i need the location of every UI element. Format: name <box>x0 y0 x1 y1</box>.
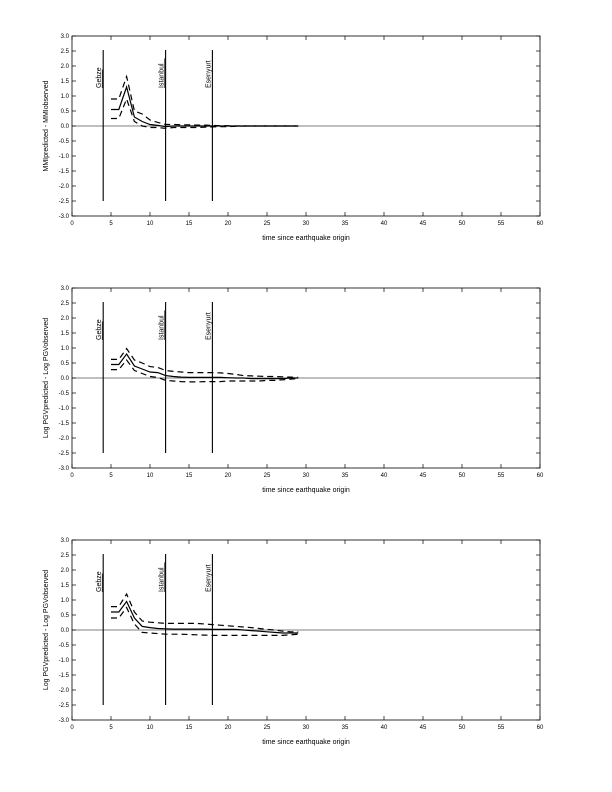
x-tick-label: 45 <box>419 473 427 479</box>
x-tick-label: 15 <box>185 221 193 227</box>
y-tick-label: 2.0 <box>60 316 69 322</box>
x-tick-label: 25 <box>263 473 271 479</box>
y-axis-label: Log PGVpredicted - Log PGVobserved <box>43 569 50 691</box>
y-axis-label: Log PGVpredicted - Log PGVobserved <box>43 317 50 439</box>
y-tick-label: -2.0 <box>58 436 69 442</box>
marker-label-istanbul: Istanbul <box>158 315 166 340</box>
y-tick-label: 0.0 <box>60 628 69 634</box>
y-tick-label: 2.0 <box>60 568 69 574</box>
y-tick-label: -0.5 <box>58 643 69 649</box>
y-tick-label: -2.5 <box>58 199 69 205</box>
x-tick-label: 50 <box>458 473 466 479</box>
x-tick-label: 5 <box>109 221 113 227</box>
x-axis-label: time since earthquake origin <box>262 739 350 746</box>
chart-panel-2 <box>43 286 544 494</box>
y-axis-label: MMIpredicted - MMIobserved <box>43 80 50 172</box>
x-tick-label: 20 <box>224 221 232 227</box>
x-tick-label: 55 <box>497 473 505 479</box>
x-tick-label: 20 <box>224 473 232 479</box>
x-tick-label: 15 <box>185 473 193 479</box>
x-tick-label: 25 <box>263 221 271 227</box>
x-tick-label: 50 <box>458 725 466 731</box>
series-line-bound-1 <box>111 349 298 378</box>
y-tick-label: -3.0 <box>58 466 69 472</box>
y-tick-label: 0.0 <box>60 376 69 382</box>
x-tick-label: 10 <box>146 473 154 479</box>
y-tick-label: 1.5 <box>60 583 69 589</box>
marker-label-istanbul: Istanbul <box>158 567 166 592</box>
x-tick-label: 35 <box>341 473 349 479</box>
x-tick-label: 40 <box>380 473 388 479</box>
x-tick-label: 60 <box>536 473 544 479</box>
x-tick-label: 40 <box>380 725 388 731</box>
y-tick-label: 1.5 <box>60 331 69 337</box>
x-tick-label: 25 <box>263 725 271 731</box>
y-tick-label: -1.5 <box>58 673 69 679</box>
marker-label-esenyurt: Esenyurt <box>205 564 213 592</box>
y-tick-label: -3.0 <box>58 214 69 220</box>
y-tick-label: -1.0 <box>58 658 69 664</box>
series-line-bound-1 <box>111 594 298 632</box>
x-tick-label: 0 <box>70 725 74 731</box>
y-tick-label: 2.5 <box>60 301 69 307</box>
x-tick-label: 0 <box>70 221 74 227</box>
y-tick-label: -3.0 <box>58 718 69 724</box>
chart-panel-3 <box>43 538 544 746</box>
x-tick-label: 0 <box>70 473 74 479</box>
x-tick-label: 60 <box>536 221 544 227</box>
x-tick-label: 50 <box>458 221 466 227</box>
x-tick-label: 30 <box>302 725 310 731</box>
y-tick-label: -2.5 <box>58 703 69 709</box>
x-tick-label: 60 <box>536 725 544 731</box>
marker-label-gebze: Gebze <box>96 67 104 88</box>
y-tick-label: 0.5 <box>60 613 69 619</box>
y-tick-label: 1.0 <box>60 346 69 352</box>
series-line-mean <box>111 87 298 127</box>
marker-label-gebze: Gebze <box>96 319 104 340</box>
x-tick-label: 45 <box>419 221 427 227</box>
series-line-bound-2 <box>111 99 298 128</box>
marker-label-gebze: Gebze <box>96 571 104 592</box>
y-tick-label: 3.0 <box>60 286 69 292</box>
y-tick-label: 3.0 <box>60 538 69 544</box>
x-tick-label: 20 <box>224 725 232 731</box>
y-tick-label: -0.5 <box>58 139 69 145</box>
y-tick-label: 0.5 <box>60 361 69 367</box>
y-tick-label: 0.5 <box>60 109 69 115</box>
x-tick-label: 30 <box>302 221 310 227</box>
y-tick-label: -0.5 <box>58 391 69 397</box>
marker-label-esenyurt: Esenyurt <box>205 60 213 88</box>
y-tick-label: -1.5 <box>58 169 69 175</box>
x-axis-label: time since earthquake origin <box>262 235 350 242</box>
x-axis-label: time since earthquake origin <box>262 487 350 494</box>
x-tick-label: 35 <box>341 221 349 227</box>
x-tick-label: 10 <box>146 725 154 731</box>
y-tick-label: -2.5 <box>58 451 69 457</box>
y-tick-label: -1.0 <box>58 406 69 412</box>
x-tick-label: 55 <box>497 725 505 731</box>
series-line-mean <box>111 354 298 379</box>
x-tick-label: 45 <box>419 725 427 731</box>
y-tick-label: 2.5 <box>60 553 69 559</box>
y-tick-label: -1.0 <box>58 154 69 160</box>
x-tick-label: 15 <box>185 725 193 731</box>
y-tick-label: 2.5 <box>60 49 69 55</box>
x-tick-label: 35 <box>341 725 349 731</box>
marker-label-istanbul: Istanbul <box>158 63 166 88</box>
y-tick-label: 1.5 <box>60 79 69 85</box>
y-tick-label: -2.0 <box>58 688 69 694</box>
y-tick-label: 1.0 <box>60 598 69 604</box>
y-tick-label: 2.0 <box>60 64 69 70</box>
chart-panel-1 <box>43 34 544 242</box>
y-tick-label: 0.0 <box>60 124 69 130</box>
y-tick-label: 1.0 <box>60 94 69 100</box>
x-tick-label: 55 <box>497 221 505 227</box>
y-tick-label: -2.0 <box>58 184 69 190</box>
y-tick-label: -1.5 <box>58 421 69 427</box>
marker-label-esenyurt: Esenyurt <box>205 312 213 340</box>
series-line-bound-2 <box>111 608 298 636</box>
x-tick-label: 5 <box>109 473 113 479</box>
x-tick-label: 5 <box>109 725 113 731</box>
x-tick-label: 40 <box>380 221 388 227</box>
x-tick-label: 30 <box>302 473 310 479</box>
x-tick-label: 10 <box>146 221 154 227</box>
y-tick-label: 3.0 <box>60 34 69 40</box>
